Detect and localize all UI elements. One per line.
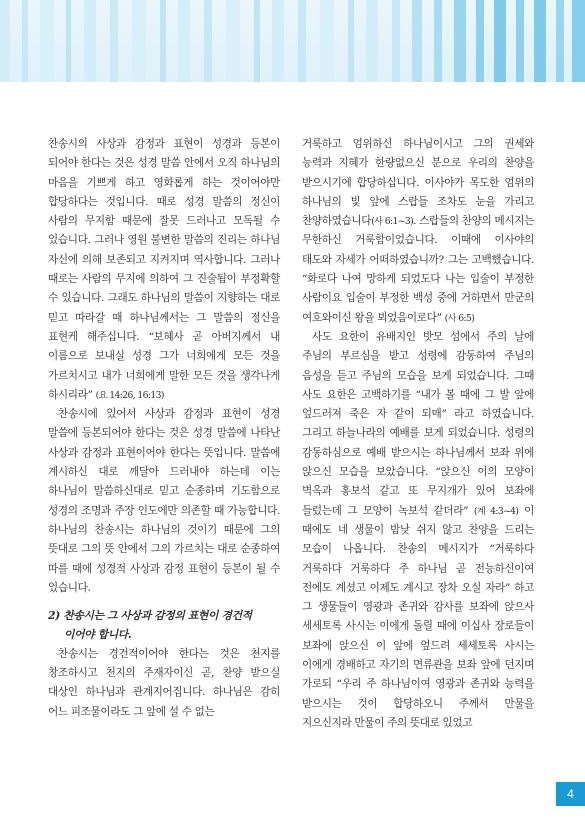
right-column <box>302 135 534 733</box>
scripture-reference: (계 4:3~4) <box>473 505 519 517</box>
scripture-reference: (사 6:5) <box>444 312 475 324</box>
paragraph: 찬송시의 사상과 감정과 표현이 성경과 등본이 되어야 한다는 것은 성경 말씀 안에서 오직 하나님의 마음을 기쁘게 하고 영화롭게 하는 것이어야만 합당하다는 것입니다. 때로 성경 말씀의 정신이 사람의 무지함 때문에 잘못 드러나고 모독될 수 있습니다. 그러나 영원 불변한 말씀의 진리는 하나님 자신에 의해 보존되고 지켜지며 역사합니다. 그러나 때로는 사람의 무지에 의하여 그 진술됨이 부정확할 수 있습니다. 그래도 하나님의 말씀이 지향하는 대로 믿고 따라갈 때 하나님께서는 그 말씀의 정신을 표현케 해주십니다. “보혜사 곧 아버지께서 내 이름으로 보내실 성경 그가 너희에게 모든 것을 가르치시고 내가 너희에게 말한 모든 것을 생각나게 하시리라” (요 14:26, 16:13) <box>48 138 280 401</box>
scripture-reference: (요 14:26, 16:13) <box>95 389 164 401</box>
paragraph: 거룩하고 엄위하신 하나님이시고 그의 권세와 능력과 지혜가 한량없으신 분으로 우리의 찬양을 받으시기에 합당하십니다. 이사야가 목도한 엄위의 하나님의 빛 앞에 스랍들 조차도 눈을 가리고 찬양하였습니다(사 6:1~3). 스랍들의 찬양의 메시지는 무한하신 거룩함이었습니다. 이때에 이사야의 태도와 자세가 어떠하였습니까? 그는 고백했습니다. “화로다 나여 망하게 되었도다 나는 입술이 부정한 사람이요 입술이 부정한 백성 중에 거하면서 만군의 여호와이신 왕을 뵈었음이로다” (사 6:5) <box>302 138 534 324</box>
left-column <box>48 135 280 722</box>
paragraph: 찬송시는 경건적이어야 한다는 것은 천지를 창조하시고 천지의 주재자이신 곧, 찬양 받으실 대상인 하나님과 관계지어집니다. 하나님은 감히 어느 피조물이라도 그 앞에 설 수 없는 <box>48 647 280 718</box>
paragraph: 사도 요한이 유배지인 밧모 섬에서 주의 날에 주님의 부르심을 받고 성령에 감동하여 주님의 음성을 듣고 주님의 모습을 보게 되었습니다. 그때 사도 요한은 고백하기를 “내가 볼 때에 그 발 앞에 엎드러져 죽은 자 같이 되매” 라고 하였습니다. 그리고 하늘나라의 예배를 보게 되었습니다. 성령의 감동하심으로 예배 받으시는 하나님께서 보좌 위에 앉으신 모습을 보았습니다. “앉으신 이의 모양이 벽옥과 홍보석 같고 또 무지개가 있어 보좌에 들렀는데 그 모양이 녹보석 같더라” (계 4:3~4) 이 때에도 네 생물이 밤낮 쉬지 않고 찬양을 드리는 모습이 나옵니다. 찬송의 메시지가 “거룩하다 거룩하다 거룩하다 주 하나님 곧 전능하신이여 전에도 계셨고 이제도 계시고 장차 오실 자라” 하고 그 생물들이 영광과 존귀와 감사를 보좌에 앉으사 세세토록 사시는 이에게 돌릴 때에 이십사 장로들이 보좌에 앉으신 이 앞에 엎드려 세세토록 사시는 이에게 경배하고 자기의 면류관을 보좌 앞에 던지며 가로되 “우리 주 하나님이여 영광과 존귀와 능력을 받으시는 것이 합당하오니 주께서 만물을 지으신지라 만물이 주의 뜻대로 있었고 <box>302 330 534 729</box>
paragraph: 찬송시에 있어서 사상과 감정과 표현이 성경 말씀에 등본되어야 한다는 것은 성경 말씀에 나타난 사상과 감정과 표현이어야 한다는 뜻입니다. 말씀에 계시하신 대로 깨달아 드러내야 하는데 이는 하나님이 말씀하신대로 믿고 순종하며 기도함으로 성경의 조명과 주장 인도에만 의존할 때 가능합니다. 하나님의 찬송시는 하나님의 것이기 때문에 그의 뜻대로 그의 뜻 안에서 그의 가르치는 대로 순종하여 따를 때에 성경적 사상과 감정 표현이 등본이 될 수 있습니다. <box>48 408 280 594</box>
page-number-badge: 4 <box>556 782 585 806</box>
scripture-reference: (사 6:1~3) <box>371 216 414 228</box>
section-heading: 2) 찬송시는 그 사상과 감정의 표현이 경건적 이어야 합니다. <box>48 609 252 642</box>
header-banner <box>0 0 585 82</box>
